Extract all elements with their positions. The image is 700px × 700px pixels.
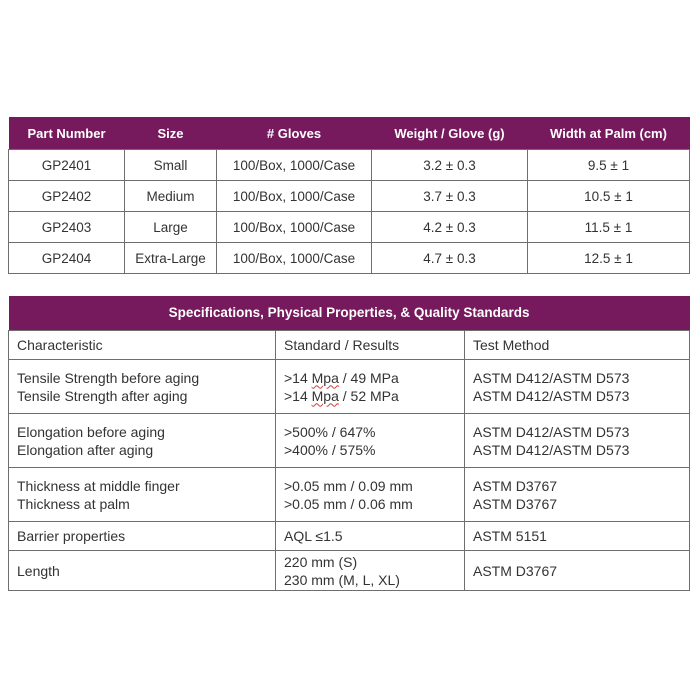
column-header-characteristic: Characteristic [9,331,276,360]
table-row-elongation [9,414,690,468]
standard-suffix: / 52 MPa [338,387,399,404]
method-cell: ASTM D3767 [465,551,690,591]
column-header-test-method: Test Method [465,331,690,360]
gloves-cell: 100/Box, 1000/Case [217,212,372,243]
table-row-thickness [9,468,690,522]
standard-line: >400% / 575% [284,441,376,458]
standard-cell: AQL ≤1.5 [276,522,465,551]
column-header-standard-results: Standard / Results [276,331,465,360]
characteristic-line: Thickness at palm [17,495,130,512]
column-header-width: Width at Palm (cm) [528,117,690,150]
standard-line: >0.05 mm / 0.09 mm [284,477,413,494]
standard-line [284,387,464,405]
width-cell: 9.5 ± 1 [528,150,690,181]
table-row [9,243,690,274]
weight-cell: 3.7 ± 0.3 [372,181,528,212]
characteristic-line: Elongation before aging [17,423,165,440]
column-header-gloves: # Gloves [217,117,372,150]
standard-line: >0.05 mm / 0.06 mm [284,495,413,512]
table-row-barrier [9,522,690,551]
method-line: ASTM D412/ASTM D573 [473,423,630,440]
method-cell [465,360,690,414]
size-cell: Medium [125,181,217,212]
standard-prefix: >14 [284,369,312,386]
glove-sizes-table [8,117,690,274]
table-row [9,150,690,181]
specifications-banner-row [9,296,690,331]
gloves-cell: 100/Box, 1000/Case [217,181,372,212]
width-cell: 10.5 ± 1 [528,181,690,212]
part-number-cell: GP2403 [9,212,125,243]
column-header-weight: Weight / Glove (g) [372,117,528,150]
weight-cell: 4.2 ± 0.3 [372,212,528,243]
method-line: ASTM D412/ASTM D573 [473,369,630,386]
column-header-size: Size [125,117,217,150]
size-cell: Small [125,150,217,181]
width-cell: 11.5 ± 1 [528,212,690,243]
column-header-part-number: Part Number [9,117,125,150]
standard-line [284,369,464,387]
weight-cell: 3.2 ± 0.3 [372,150,528,181]
characteristic-cell: Length [9,551,276,591]
table-row-tensile [9,360,690,414]
standard-cell [276,468,465,522]
table-row [9,212,690,243]
specifications-table [8,296,690,591]
method-line: ASTM D3767 [473,495,558,512]
gloves-cell: 100/Box, 1000/Case [217,150,372,181]
standard-line: 230 mm (M, L, XL) [284,571,400,588]
method-cell [465,414,690,468]
size-cell: Extra-Large [125,243,217,274]
characteristic-line: Tensile Strength after aging [17,387,188,404]
table-header-row [9,117,690,150]
standard-cell [276,360,465,414]
characteristic-line: Elongation after aging [17,441,154,458]
size-cell: Large [125,212,217,243]
part-number-cell: GP2401 [9,150,125,181]
characteristic-cell: Barrier properties [9,522,276,551]
standard-cell [276,414,465,468]
standard-cell [276,551,465,591]
gloves-cell: 100/Box, 1000/Case [217,243,372,274]
method-cell [465,468,690,522]
standard-suffix: / 49 MPa [338,369,399,386]
width-cell: 12.5 ± 1 [528,243,690,274]
standard-prefix: >14 [284,387,312,404]
method-cell: ASTM 5151 [465,522,690,551]
characteristic-line: Tensile Strength before aging [17,369,200,386]
spellcheck-word: Mpa [311,387,339,404]
part-number-cell: GP2402 [9,181,125,212]
method-line: ASTM D412/ASTM D573 [473,387,630,404]
method-line: ASTM D412/ASTM D573 [473,441,630,458]
standard-line: 220 mm (S) [284,553,358,570]
characteristic-cell [9,414,276,468]
table-row [9,181,690,212]
characteristic-cell [9,468,276,522]
characteristic-line: Thickness at middle finger [17,477,180,494]
specifications-title: Specifications, Physical Properties, & Quality Standards [9,296,690,331]
method-line: ASTM D3767 [473,477,558,494]
spellcheck-word: Mpa [311,369,339,386]
table-header-row [9,331,690,360]
standard-line: >500% / 647% [284,423,376,440]
table-row-length [9,551,690,591]
weight-cell: 4.7 ± 0.3 [372,243,528,274]
characteristic-cell [9,360,276,414]
part-number-cell: GP2404 [9,243,125,274]
